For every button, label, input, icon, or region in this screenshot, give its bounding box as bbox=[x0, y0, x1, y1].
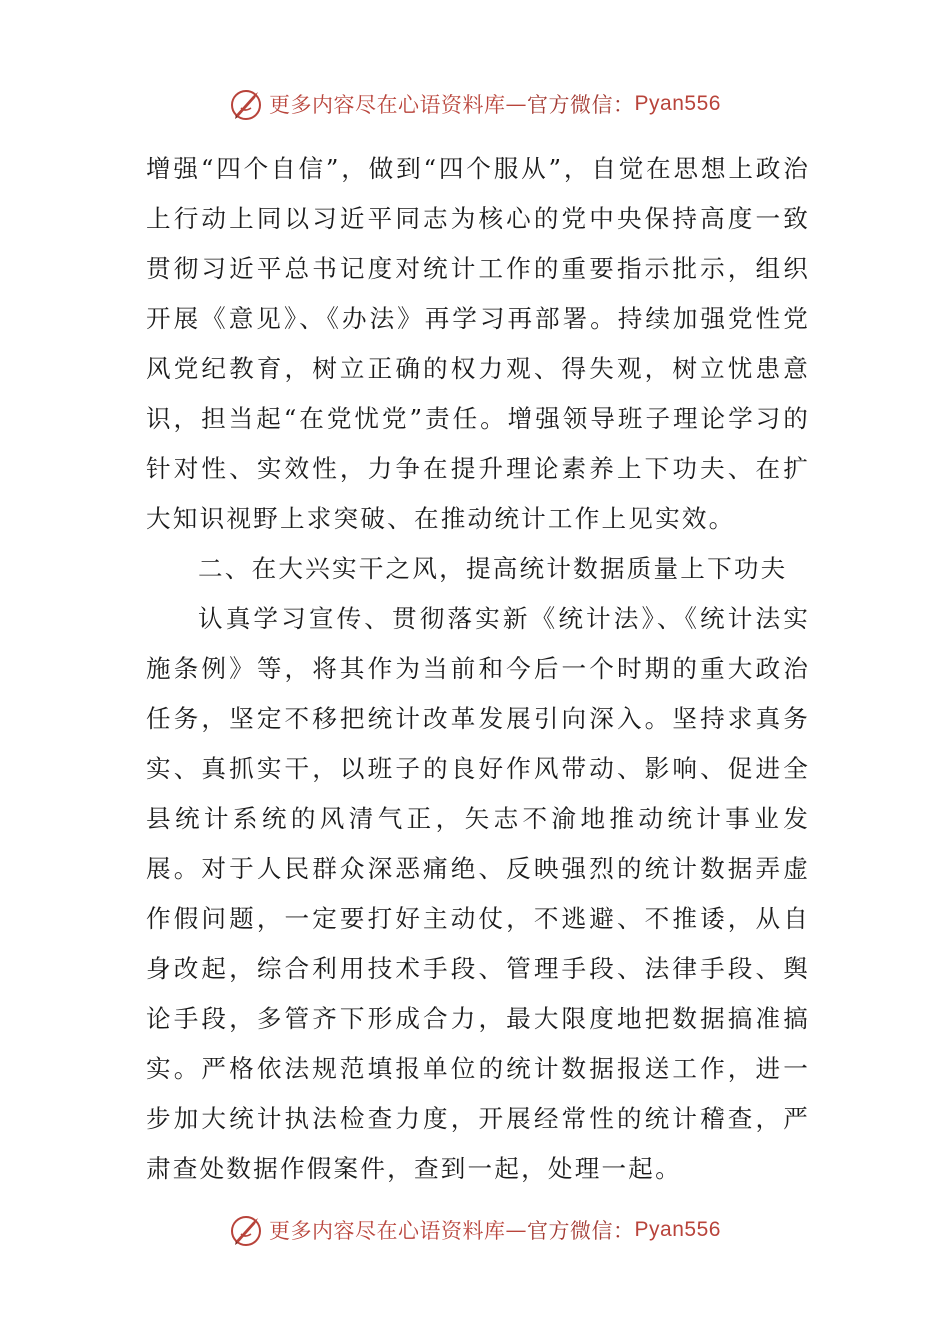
watermark-id: Pyan556 bbox=[634, 1218, 721, 1241]
paragraph: 认真学习宣传、贯彻落实新《统计法》、《统计法实施条例》等，将其作为当前和今后一个时期的重大政治任务，坚定不移把统计改革发展引向深入。坚持求真务实、真抓实干，以班子的良好作风带动、影响、促进全县统计系统的风清气正，矢志不渝地推动统计事业发展。对于人民群众深恶痛绝、反映强烈的统计数据弄虚作假问题，一定要打好主动仗，不逃避、不推诿，从自身改起，综合利用技术手段、管理手段、法律手段、舆论手段，多管齐下形成合力，最大限度地把数据搞准搞实。严格依法规范填报单位的统计数据报送工作，进一步加大统计执法检查力度，开展经常性的统计稽查，严肃查处数据作假案件，查到一起，处理一起。 bbox=[146, 604, 810, 1183]
header-watermark bbox=[0, 84, 950, 124]
section-heading: 二、在大兴实干之风，提高统计数据质量上下功夫 bbox=[198, 554, 788, 583]
watermark-id: Pyan556 bbox=[634, 92, 721, 115]
watermark-sub-text: 官方微信： bbox=[527, 1219, 635, 1243]
pen-logo-icon bbox=[229, 86, 265, 122]
watermark-main-text: 更多内容尽在心语资料库 bbox=[269, 1219, 506, 1243]
document-body bbox=[146, 144, 810, 1194]
footer-watermark bbox=[0, 1210, 950, 1250]
watermark-main-text: 更多内容尽在心语资料库 bbox=[269, 93, 506, 117]
pen-logo-icon bbox=[229, 1212, 265, 1248]
watermark-dash: — bbox=[505, 92, 528, 116]
watermark-sub-text: 官方微信： bbox=[527, 93, 635, 117]
paragraph: 增强“四个自信”，做到“四个服从”，自觉在思想上政治上行动上同以习近平同志为核心的党中央保持高度一致贯彻习近平总书记度对统计工作的重要指示批示，组织开展《意见》、《办法》再学习再部署。持续加强党性党风党纪教育，树立正确的权力观、得失观，树立忧患意识，担当起“在党忧党”责任。增强领导班子理论学习的针对性、实效性，力争在提升理论素养上下功夫、在扩大知识视野上求突破、在推动统计工作上见实效。 bbox=[146, 154, 810, 533]
watermark-dash: — bbox=[505, 1218, 528, 1242]
